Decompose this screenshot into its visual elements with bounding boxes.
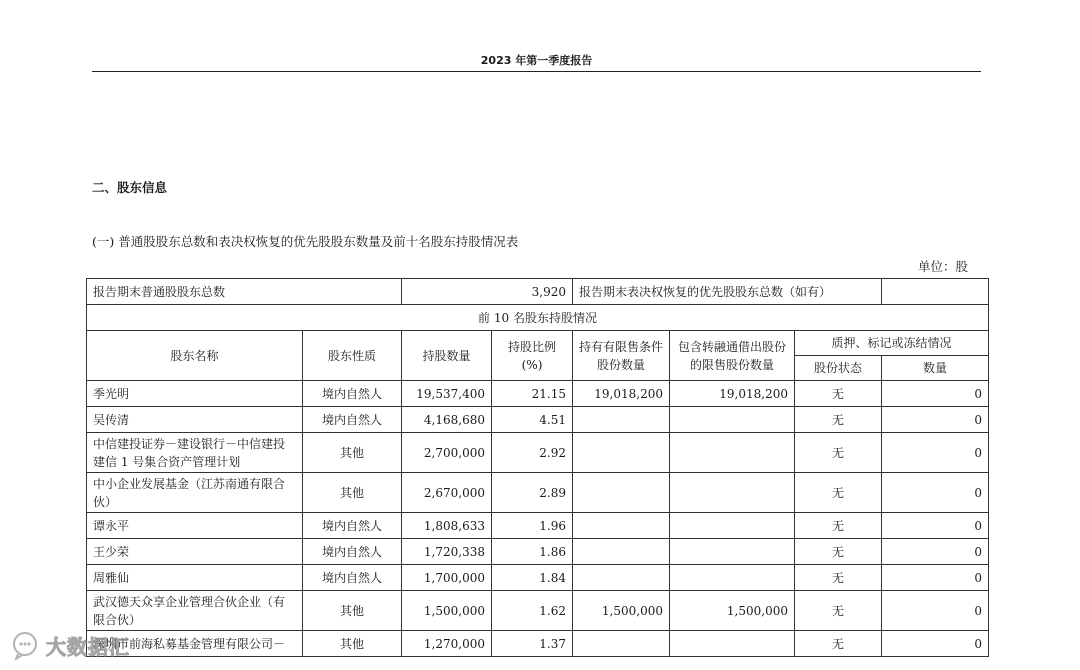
cell-ratio: 1.84: [492, 565, 573, 591]
cell-restricted: [573, 473, 670, 513]
table-row: [87, 433, 989, 473]
cell-lending: 19,018,200: [670, 381, 795, 407]
cell-status: 无: [795, 513, 882, 539]
chat-bubble-icon: [10, 630, 40, 660]
cell-ratio: 1.37: [492, 631, 573, 657]
cell-status: 无: [795, 381, 882, 407]
cell-shares: 2,670,000: [402, 473, 492, 513]
cell-status: 无: [795, 433, 882, 473]
cell-status: 无: [795, 407, 882, 433]
cell-nature: 其他: [303, 631, 402, 657]
cell-count: 0: [882, 433, 989, 473]
section-title: 二、股东信息: [92, 180, 168, 195]
table-row: [87, 407, 989, 433]
cell-name: 吴传清: [87, 407, 303, 433]
cell-restricted: 1,500,000: [573, 591, 670, 631]
cell-shares: 1,270,000: [402, 631, 492, 657]
pref-holders-label: 报告期末表决权恢复的优先股股东总数（如有）: [573, 279, 882, 305]
cell-lending: [670, 539, 795, 565]
table-row: [87, 513, 989, 539]
total-holders-value: 3,920: [402, 279, 573, 305]
top10-title: 前 10 名股东持股情况: [87, 305, 989, 331]
cell-restricted: [573, 433, 670, 473]
cell-lending: [670, 407, 795, 433]
table-row: [87, 631, 989, 657]
cell-nature: 境内自然人: [303, 513, 402, 539]
col-header-shares: 持股数量: [402, 331, 492, 381]
cell-lending: [670, 433, 795, 473]
cell-count: 0: [882, 631, 989, 657]
summary-row: [87, 279, 989, 305]
cell-shares: 2,700,000: [402, 433, 492, 473]
top10-title-row: [87, 305, 989, 331]
cell-ratio: 2.89: [492, 473, 573, 513]
cell-name: 中信建投证券－建设银行－中信建投建信 1 号集合资产管理计划: [87, 433, 303, 473]
cell-ratio: 2.92: [492, 433, 573, 473]
shareholder-table: [86, 278, 989, 657]
cell-shares: 1,700,000: [402, 565, 492, 591]
cell-nature: 其他: [303, 473, 402, 513]
col-header-status: 股份状态: [795, 356, 882, 381]
cell-ratio: 1.62: [492, 591, 573, 631]
cell-count: 0: [882, 565, 989, 591]
cell-count: 0: [882, 513, 989, 539]
cell-name: 周雅仙: [87, 565, 303, 591]
cell-ratio: 1.86: [492, 539, 573, 565]
cell-nature: 境内自然人: [303, 565, 402, 591]
pref-holders-value: [882, 279, 989, 305]
table-row: [87, 591, 989, 631]
col-header-lending: 包含转融通借出股份的限售股份数量: [670, 331, 795, 381]
cell-count: 0: [882, 539, 989, 565]
col-header-count: 数量: [882, 356, 989, 381]
cell-name: 武汉德天众享企业管理合伙企业（有限合伙）: [87, 591, 303, 631]
cell-nature: 境内自然人: [303, 381, 402, 407]
cell-shares: 1,720,338: [402, 539, 492, 565]
cell-nature: 境内自然人: [303, 407, 402, 433]
cell-restricted: [573, 565, 670, 591]
cell-count: 0: [882, 407, 989, 433]
cell-nature: 境内自然人: [303, 539, 402, 565]
col-header-nature: 股东性质: [303, 331, 402, 381]
col-header-ratio: 持股比例(%): [492, 331, 573, 381]
cell-status: 无: [795, 631, 882, 657]
subsection-title: (一) 普通股股东总数和表决权恢复的优先股股东数量及前十名股东持股情况表: [92, 234, 519, 249]
cell-shares: 1,808,633: [402, 513, 492, 539]
cell-ratio: 4.51: [492, 407, 573, 433]
header-divider: [92, 71, 981, 72]
cell-name: 深圳市前海私募基金管理有限公司－: [87, 631, 303, 657]
column-header-row-1: [87, 331, 989, 356]
cell-ratio: 21.15: [492, 381, 573, 407]
cell-name: 谭永平: [87, 513, 303, 539]
cell-status: 无: [795, 591, 882, 631]
cell-restricted: [573, 407, 670, 433]
page-header-title: 2023 年第一季度报告: [480, 54, 593, 67]
cell-shares: 1,500,000: [402, 591, 492, 631]
cell-count: 0: [882, 473, 989, 513]
table-row: [87, 539, 989, 565]
col-header-name: 股东名称: [87, 331, 303, 381]
cell-lending: [670, 473, 795, 513]
cell-restricted: [573, 539, 670, 565]
cell-shares: 19,537,400: [402, 381, 492, 407]
cell-status: 无: [795, 565, 882, 591]
cell-nature: 其他: [303, 591, 402, 631]
table-row: [87, 473, 989, 513]
cell-count: 0: [882, 381, 989, 407]
cell-count: 0: [882, 591, 989, 631]
cell-lending: [670, 565, 795, 591]
cell-name: 季光明: [87, 381, 303, 407]
cell-ratio: 1.96: [492, 513, 573, 539]
table-row: [87, 381, 989, 407]
cell-name: 王少荣: [87, 539, 303, 565]
cell-lending: [670, 631, 795, 657]
col-header-restricted: 持有有限售条件股份数量: [573, 331, 670, 381]
cell-restricted: [573, 631, 670, 657]
total-holders-label: 报告期末普通股股东总数: [87, 279, 402, 305]
cell-shares: 4,168,680: [402, 407, 492, 433]
unit-label: 单位：股: [917, 259, 968, 274]
table-row: [87, 565, 989, 591]
cell-status: 无: [795, 473, 882, 513]
cell-status: 无: [795, 539, 882, 565]
cell-restricted: [573, 513, 670, 539]
cell-restricted: 19,018,200: [573, 381, 670, 407]
watermark: [10, 630, 130, 660]
col-header-pledge: 质押、标记或冻结情况: [795, 331, 989, 356]
watermark-text: 大数据汇: [46, 634, 130, 659]
cell-lending: 1,500,000: [670, 591, 795, 631]
cell-lending: [670, 513, 795, 539]
cell-nature: 其他: [303, 433, 402, 473]
cell-name: 中小企业发展基金（江苏南通有限合伙）: [87, 473, 303, 513]
